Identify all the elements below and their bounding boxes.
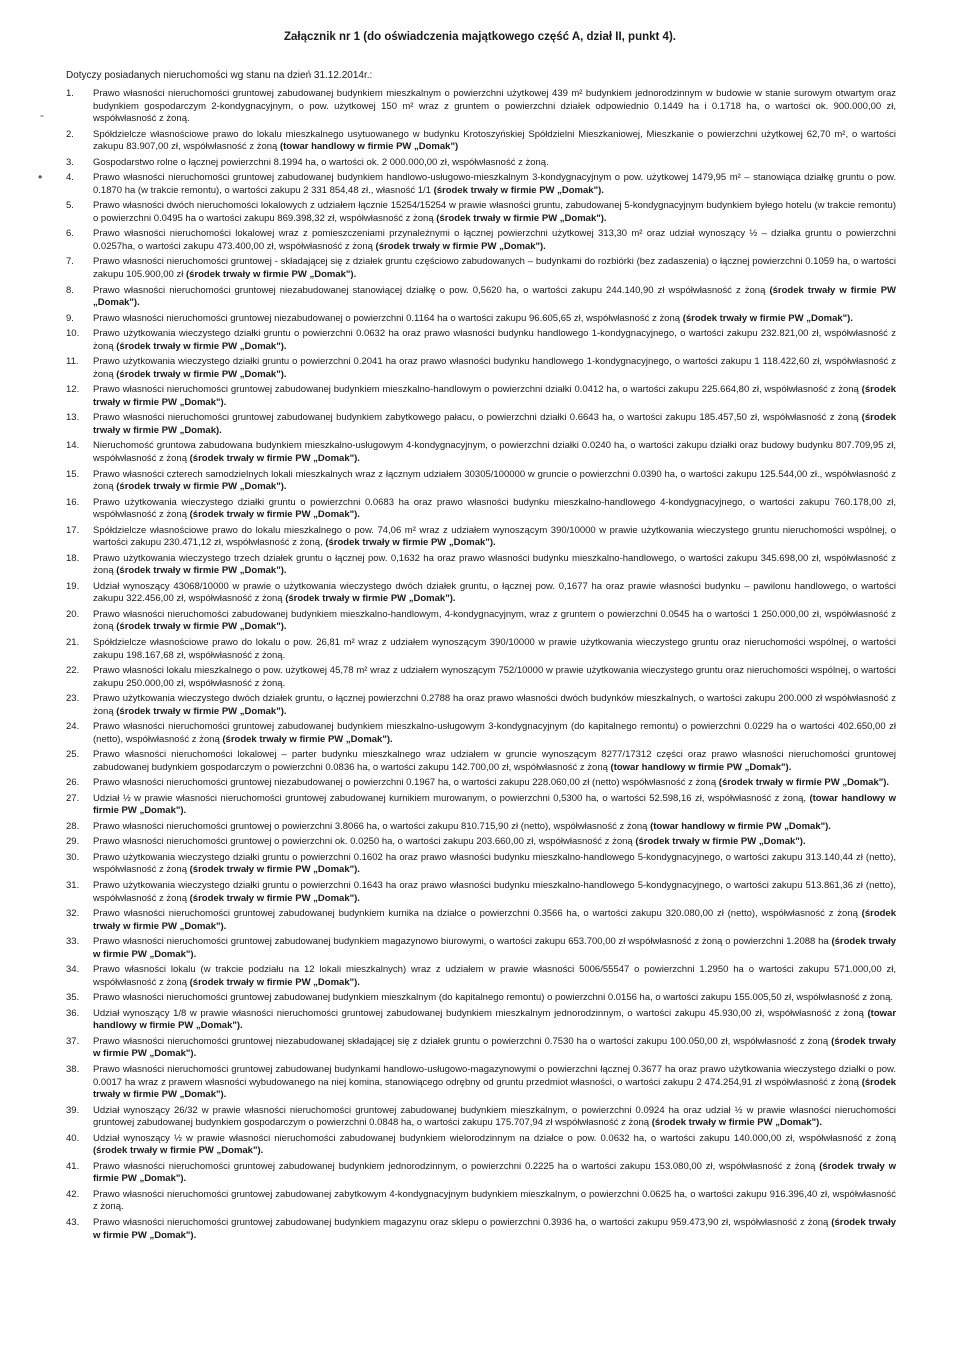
list-item — [66, 793, 896, 818]
item-text: Spółdzielcze własnościowe prawo do lokalu mieszkalnego usytuowanego w budynku Krotoszyńskiej Spółdzielni Mieszkaniowej, Mieszkanie o powierzchni użytkowej 62,70 m², o wartości zakupu 83.907,00 zł, współwłasność z żoną — [93, 128, 896, 153]
item-status-note: (środek trwały w firmie PW „Domak). — [93, 412, 896, 436]
list-item — [66, 228, 896, 253]
list-item — [66, 693, 896, 718]
item-number: 42. — [66, 1188, 80, 1200]
item-number: 31. — [66, 879, 80, 891]
item-number: 20. — [66, 608, 80, 620]
list-item — [66, 200, 896, 225]
item-text: Udział wynoszący 43068/10000 w prawie o użytkowania wieczystego dwóch działek gruntu, o łącznej pow. 0,1677 ha oraz prawie własności budynku – pawilonu handlowego, o wartości zakupu 322.456,00 zł, współwłasność z żoną — [93, 580, 896, 605]
item-text: Prawo użytkowania wieczystego działki gruntu o powierzchni 0.1643 ha oraz prawo własności budynku mieszkalno-handlowego 5-kondygnacyjnego, o wartości zakupu 513.861,36 zł (netto), współwłasność z żoną — [93, 879, 896, 904]
list-item — [66, 1189, 896, 1214]
list-item — [66, 440, 896, 465]
item-status-note: (środek trwały w firmie PW „Domak"). — [325, 537, 496, 549]
item-number: 32. — [66, 908, 80, 920]
item-status-note: (środek trwały w firmie PW „Domak"). — [682, 312, 853, 324]
list-item — [66, 384, 896, 409]
item-number: 27. — [66, 792, 80, 804]
item-status-note: (środek trwały w firmie PW „Domak"). — [93, 908, 896, 932]
list-item — [66, 665, 896, 690]
item-status-note: (środek trwały w firmie PW „Domak"). — [116, 368, 287, 380]
item-number: 34. — [66, 964, 80, 976]
list-item — [66, 880, 896, 905]
item-status-note: (środek trwały w firmie PW „Domak"). — [436, 212, 607, 224]
margin-mark: • — [38, 170, 43, 184]
list-item — [66, 1133, 896, 1158]
list-item — [66, 1217, 896, 1242]
list-item — [66, 497, 896, 522]
item-text: Prawo własności nieruchomości gruntowej niezabudowanej składającej się z działek gruntu o powierzchni 0.7530 ha o wartości zakupu 100.050,00 zł, współwłasność z żoną — [93, 1035, 829, 1047]
item-status-note: (środek trwały w firmie PW „Domak"). — [93, 936, 897, 960]
item-number: 22. — [66, 665, 80, 677]
list-item — [66, 992, 896, 1005]
item-text: Udział wynoszący 1/8 w prawie własności nieruchomości gruntowej zabudowanej budynkiem mieszkalnym jednorodzinnym, o wartości zakupu 45.930,00 zł, współwłasność z żoną — [93, 1007, 864, 1019]
list-item — [66, 749, 896, 774]
item-text: Prawo własności nieruchomości gruntowej - składającej się z działek gruntu częściowo zabudowanych – budynkami do rozbiórki (bez zadaszenia) o łącznej powierzchni 0.1059 ha, o wartości zakupu 105.900,00 zł — [93, 256, 896, 281]
list-item — [66, 88, 896, 126]
list-item — [66, 1036, 896, 1061]
list-item — [66, 1008, 896, 1033]
item-number: 39. — [66, 1104, 80, 1116]
item-status-note: (środek trwały w firmie PW „Domak"). — [93, 284, 896, 309]
list-item — [66, 908, 896, 933]
list-item — [66, 609, 896, 634]
item-number: 3. — [66, 156, 74, 168]
item-text: Prawo użytkowania wieczystego działki gruntu o powierzchni 0.0683 ha oraz prawo własności budynku mieszkalno-handlowego 4-kondygnacyjnego, o wartości zakupu 760.178,00 zł, współwłasność z żoną — [93, 496, 896, 521]
item-status-note: (towar handlowy w firmie PW „Domak"). — [93, 1007, 897, 1032]
list-item — [66, 1064, 896, 1102]
item-status-note: (środek trwały w firmie PW „Domak"). — [116, 621, 287, 633]
item-text: Prawo własności nieruchomości gruntowej zabudowanej budynkiem mieszkalno-handlowym o powierzchni działki 0.0412 ha, o wartości zakupu 225.664,80 zł, współwłasność z żoną — [93, 384, 859, 396]
item-status-note: (środek trwały w firmie PW „Domak"). — [285, 593, 456, 605]
item-number: 14. — [66, 440, 80, 452]
item-number: 29. — [66, 836, 80, 848]
item-status-note: (środek trwały w firmie PW „Domak"). — [93, 384, 896, 408]
list-item — [66, 412, 896, 437]
item-number: 28. — [66, 820, 80, 832]
margin-mark: - — [40, 108, 44, 122]
item-number: 23. — [66, 693, 80, 705]
item-text: Prawo własności nieruchomości gruntowej zabudowanej zabytkowym 4-kondygnacyjnym budynkiem mieszkalnym, o powierzchni 0.0625 ha, o wartości zakupu 916.396,40 zł, współwłasność z żoną. — [93, 1188, 896, 1213]
item-number: 19. — [66, 580, 80, 592]
list-item — [66, 1161, 896, 1186]
item-status-note: (towar handlowy w firmie PW „Domak"). — [93, 792, 896, 817]
item-number: 30. — [66, 851, 80, 863]
item-text: Prawo własności lokalu mieszkalnego o pow. użytkowej 45,78 m² wraz z udziałem wynoszącym 752/10000 w prawie użytkowania wieczystego gruntu oraz nieruchomości wspólnej, o wartości zakupu 250.000,00 zł, współwłasność z żoną. — [93, 665, 896, 689]
list-item — [66, 172, 896, 197]
list-item — [66, 469, 896, 494]
item-number: 35. — [66, 992, 80, 1004]
item-status-note: (środek trwały w firmie PW „Domak"). — [116, 481, 287, 493]
item-text: Prawo własności nieruchomości gruntowej zabudowanej budynkiem mieszkalno-usługowym 3-kondygnacyjnym (do kapitalnego remontu) o powierzchni 0.0229 ha o wartości 402.650,00 zł (netto), współwłasność z żoną — [93, 721, 896, 745]
item-number: 18. — [66, 552, 80, 564]
item-status-note: (środek trwały w firmie PW „Domak"). — [375, 240, 546, 252]
list-item — [66, 256, 896, 281]
item-text: Prawo własności nieruchomości gruntowej niezabudowanej o powierzchni 0.1967 ha, o wartości zakupu 228.060,00 zł (netto) współwłasność z żoną — [93, 777, 717, 789]
list-item — [66, 852, 896, 877]
item-text: Prawo własności nieruchomości gruntowej zabudowanej budynkiem mieszkalnym o powierzchni użytkowej 439 m² budynkiem jednorodzinnym w budowie w stanie surowym otwartym oraz budynkiem gospodarczym 2-kondygnacyjnym, o pow. użytkowej 150 m² wraz z gruntem o powierzchni działek odpowiednio 0.1449 ha i 0.1718 ha, o wartości ok. 900.000,00 zł, współwłasność z żoną. — [93, 88, 896, 125]
item-number: 37. — [66, 1035, 80, 1047]
item-text: Prawo własności czterech samodzielnych lokali mieszkalnych wraz z łącznym udziałem 30305/100000 w gruncie o powierzchni 0.0390 ha, o wartości zakupu 125.544,00 zł., współwłasność z żoną — [93, 468, 896, 493]
item-text: Prawo użytkowania wieczystego dwóch działek gruntu, o łącznej powierzchni 0.2788 ha oraz prawo własności dwóch budynków mieszkalnych, o wartości zakupu 200.000 zł współwłasność z żoną — [93, 693, 896, 717]
item-status-note: (towar handlowy w firmie PW „Domak") — [279, 141, 459, 153]
item-text: Prawo użytkowania wieczystego działki gruntu o powierzchni 0.1602 ha oraz prawo własności budynku mieszkalno-handlowego 5-kondygnacyjnego, o wartości zakupu 313.140,44 zł (netto), współwłasność z żoną — [93, 851, 896, 876]
list-item — [66, 157, 896, 170]
list-item — [66, 821, 896, 834]
item-status-note: (środek trwały w firmie PW „Domak"). — [185, 269, 357, 281]
item-text: Prawo własności nieruchomości gruntowej zabudowanej budynkami handlowo-usługowo-magazynowymi o powierzchni łącznej 0.3677 ha oraz prawo użytkowania wieczystego działki o pow. 0.0017 ha wraz z prawem własności wybudowanego na niej komina, stanowiącego odrębny od gruntu przedmiot własności, o wartości zakupu 2 474.254,91 zł współwłasność z żoną — [93, 1063, 896, 1088]
item-number: 9. — [66, 312, 74, 324]
item-status-note: (środek trwały w firmie PW „Domak"). — [93, 1076, 897, 1101]
item-status-note: (środek trwały w firmie PW „Domak"). — [189, 976, 360, 988]
item-number: 13. — [66, 412, 80, 424]
item-text: Spółdzielcze własnościowe prawo do lokalu o pow. 26,81 m² wraz z udziałem wynoszącym 390/10000 w prawie użytkowania wieczystego gruntu oraz nieruchomości wspólnej, o wartości zakupu 198.167,68 zł, współwłasność z żoną. — [93, 636, 896, 661]
list-item — [66, 637, 896, 662]
item-number: 38. — [66, 1063, 80, 1075]
list-item — [66, 836, 896, 849]
item-number: 21. — [66, 636, 80, 648]
intro-text: Dotyczy posiadanych nieruchomości wg stanu na dzień 31.12.2014r.: — [66, 70, 373, 81]
list-item — [66, 553, 896, 578]
item-number: 11. — [66, 356, 79, 368]
list-item — [66, 129, 896, 154]
list-item — [66, 581, 896, 606]
item-text: Udział wynoszący 26/32 w prawie własności nieruchomości gruntowej zabudowanej budynkiem mieszkalnym, o powierzchni 0.0924 ha oraz udział ½ w prawie własności nieruchomości gruntowej zabudowanej budynkiem gospodarczym o powierzchni 0.0848 ha, o wartości zakupu 175.707,94 zł współwłasność z żoną — [93, 1104, 896, 1129]
item-status-note: (środek trwały w firmie PW „Domak"). — [433, 184, 604, 196]
list-item — [66, 328, 896, 353]
item-number: 25. — [66, 749, 80, 761]
item-status-note: (środek trwały w firmie PW „Domak"). — [93, 1145, 264, 1157]
item-text: Prawo własności lokalu (w trakcie podziału na 12 lokali mieszkalnych) wraz z udziałem w prawie własności 5006/55547 o powierzchni 1.2950 ha o wartości zakupu 571.000,00 zł, współwłasność z żoną — [93, 964, 896, 988]
item-status-note: (środek trwały w firmie PW „Domak"). — [651, 1117, 822, 1129]
item-number: 2. — [66, 128, 74, 140]
item-status-note: (środek trwały w firmie PW „Domak"). — [189, 509, 360, 521]
item-text: Prawo własności nieruchomości gruntowej zabudowanej budynkiem magazynu oraz sklepu o powierzchni 0.3936 ha, o wartości zakupu 959.473,90 zł, współwłasność z żoną — [93, 1216, 829, 1228]
list-item — [66, 1105, 896, 1130]
item-number: 5. — [66, 200, 74, 212]
list-item — [66, 356, 896, 381]
list-item — [66, 964, 896, 989]
document-title: Załącznik nr 1 (do oświadczenia majątkowego część A, dział II, punkt 4). — [284, 31, 676, 43]
item-text: Prawo własności nieruchomości gruntowej o powierzchni ok. 0.0250 ha, o wartości zakupu 203.660,00 zł, współwłasność z żoną — [93, 836, 633, 848]
item-number: 4. — [66, 172, 74, 184]
item-text: Prawo własności nieruchomości gruntowej zabudowanej budynkiem zabytkowego pałacu, o powierzchni działki 0.6643 ha, o wartości zakupu 185.457,50 zł, współwłasność z żoną — [93, 412, 859, 424]
list-item — [66, 777, 896, 790]
item-number: 6. — [66, 228, 74, 240]
item-text: Gospodarstwo rolne o łącznej powierzchni 8.1994 ha, o wartości ok. 2 000.000,00 zł, współwłasność z żoną. — [93, 156, 549, 168]
item-number: 10. — [66, 328, 80, 340]
item-number: 1. — [66, 88, 74, 99]
item-number: 36. — [66, 1007, 80, 1019]
item-text: Prawo użytkowania wieczystego działki gruntu o powierzchni 0.2041 ha oraz prawo własności budynku handlowego 1-kondygnacyjnego, o wartości zakupu 1 118.422,60 zł, współwłasność z żoną — [93, 356, 896, 380]
item-text: Prawo własności nieruchomości zabudowanej budynkiem mieszkalno-handlowym, 4-kondygnacyjnym, wraz z gruntem o powierzchni 0.0545 ha o wartości 1 250.000,00 zł, współwłasność z żoną — [93, 608, 896, 633]
item-number: 24. — [66, 721, 80, 733]
item-number: 15. — [66, 468, 80, 480]
item-number: 40. — [66, 1132, 80, 1144]
list-item — [66, 936, 896, 961]
list-item — [66, 525, 896, 550]
item-status-note: (towar handlowy w firmie PW „Domak"). — [650, 820, 831, 832]
item-text: Udział wynoszący ½ w prawie własności nieruchomości zabudowanej budynkiem wielorodzinnym na działce o pow. 0.0632 ha, o wartości zakupu 140.000,00 zł, współwłasność z żoną — [93, 1132, 896, 1144]
item-text: Prawo własności nieruchomości gruntowej niezabudowanej stanowiącej działkę o pow. 0,5620 ha, o wartości zakupu 244.140,90 zł współwłasność z żoną — [93, 284, 766, 296]
item-status-note: (środek trwały w firmie PW „Domak"). — [93, 1216, 897, 1241]
item-status-note: (środek trwały w firmie PW „Domak"). — [93, 1035, 896, 1060]
item-number: 12. — [66, 384, 80, 396]
item-text: Prawo własności nieruchomości lokalowej wraz z pomieszczeniami przynależnymi o łącznej powierzchni użytkowej 313,30 m² oraz udział wynoszący ½ – działka gruntu o powierzchni 0.0257ha, o wartości zakupu 473.400,00 zł, współwłasność z żoną — [93, 228, 896, 252]
item-number: 33. — [66, 936, 80, 948]
item-number: 43. — [66, 1216, 80, 1228]
item-number: 7. — [66, 256, 74, 268]
item-number: 17. — [66, 524, 80, 536]
item-text: Prawo własności nieruchomości gruntowej o powierzchni 3.8066 ha, o wartości zakupu 810.715,90 zł (netto), współwłasność z żoną — [93, 820, 648, 832]
item-status-note: (środek trwały w firmie PW „Domak"). — [116, 705, 287, 717]
item-status-note: (środek trwały w firmie PW „Domak"). — [189, 864, 360, 876]
item-number: 8. — [66, 284, 74, 296]
item-text: Spółdzielcze własnościowe prawo do lokalu mieszkalnego o pow. 74,06 m² wraz z udziałem wynoszącym 390/10000 w prawie użytkowania wieczystego gruntu nieruchomości wspólnej, o wartości zakupu 230.471,12 zł, współwłasność z żoną, — [93, 524, 896, 549]
item-text: Prawo własności dwóch nieruchomości lokalowych z udziałem łącznie 15254/15254 w prawie własności gruntu, zabudowanej 5-kondygnacyjnym budynkiem byłego hotelu (w trakcie remontu) o powierzchni 0.0495 ha o wartości zakupu 869.398,32 zł, współwłasność z żoną — [93, 200, 896, 224]
item-text: Prawo użytkowania wieczystego działki gruntu o powierzchni 0.0632 ha oraz prawo własności budynku handlowego 1-kondygnacyjnego, o wartości zakupu 232.821,00 zł, współwłasność z żoną — [93, 328, 896, 352]
item-text: Prawo własności nieruchomości gruntowej zabudowanej budynkiem handlowo-usługowo-mieszkalnym 3-kondygnacyjnym o pow. użytkowej 1479,95 m² – stanowiąca działkę gruntu o pow. 0.1870 ha (w trakcie remontu), o wartości zakupu 2 331 854,48 zł., własność 1/1 — [93, 172, 896, 196]
item-text: Nieruchomość gruntowa zabudowana budynkiem mieszkalno-usługowym 4-kondygnacyjnym, o powierzchni działki 0.0240 ha, o wartości zakupu działki oraz budowy budynku 807.709,95 zł, współwłasność z żoną — [93, 440, 896, 465]
item-status-note: (towar handlowy w firmie PW „Domak"). — [610, 761, 792, 773]
property-list — [66, 88, 896, 1245]
item-number: 41. — [66, 1160, 80, 1172]
item-text: Udział ½ w prawie własności nieruchomości gruntowej zabudowanej kurnikiem murowanym, o powierzchni 0,5300 ha, o wartości 52.598,16 zł, współwłasność z żoną, — [93, 792, 807, 804]
item-text: Prawo własności nieruchomości gruntowej niezabudowanej o powierzchni 0.1164 ha o wartości zakupu 96.605,65 zł, współwłasność z żoną — [93, 312, 681, 324]
item-status-note: (środek trwały w firmie PW „Domak"). — [93, 1160, 896, 1185]
item-status-note: (środek trwały w firmie PW „Domak"). — [189, 453, 360, 465]
item-text: Prawo własności nieruchomości lokalowej – parter budynku mieszkalnego wraz udziałem w gruncie wynoszącym 8277/17312 części oraz prawo własności nieruchomości gruntowej zabudowanej budynkiem gospodarczym o powierzchni 0.0836 ha, o wartości zakupu 142.700,00 zł, współwłasność z żoną — [93, 749, 896, 773]
item-text: Prawo własności nieruchomości gruntowej zabudowanej budynkiem magazynowo biurowymi, o wartości zakupu 653.700,00 zł współwłasność z żoną o powierzchni 1.2088 ha — [93, 936, 829, 948]
list-item — [66, 285, 896, 310]
item-status-note: (środek trwały w firmie PW „Domak"). — [222, 733, 393, 745]
item-status-note: (środek trwały w firmie PW „Domak"). — [189, 892, 360, 904]
list-item — [66, 313, 896, 326]
item-status-note: (środek trwały w firmie PW „Domak"). — [116, 565, 287, 577]
item-text: Prawo własności nieruchomości gruntowej zabudowanej budynkiem mieszkalnym (do kapitalnego remontu) o powierzchni 0.0156 ha, o wartości zakupu 155.005,50 zł, współwłasność z żoną. — [93, 992, 894, 1004]
item-status-note: (środek trwały w firmie PW „Domak"). — [116, 340, 287, 352]
item-status-note: (środek trwały w firmie PW „Domak"). — [718, 777, 890, 789]
item-text: Prawo użytkowania wieczystego trzech działek gruntu o łącznej pow. 0,1632 ha oraz prawo własności budynku mieszkalno-handlowego, o wartości zakupu 345.698,00 zł, współwłasność z żoną — [93, 552, 896, 577]
list-item — [66, 721, 896, 746]
item-number: 26. — [66, 777, 80, 789]
item-text: Prawo własności nieruchomości gruntowej zabudowanej budynkiem kurnika na działce o powierzchni 0.3566 ha, o wartości zakupu 320.080,00 zł (netto), współwłasność z żoną — [93, 908, 858, 920]
item-text: Prawo własności nieruchomości gruntowej zabudowanej budynkiem jednorodzinnym, o powierzchni 0.2225 ha o wartości zakupu 153.080,00 zł, współwłasność z żoną — [93, 1160, 816, 1172]
item-status-note: (środek trwały w firmie PW „Domak"). — [635, 836, 806, 848]
item-number: 16. — [66, 496, 80, 508]
